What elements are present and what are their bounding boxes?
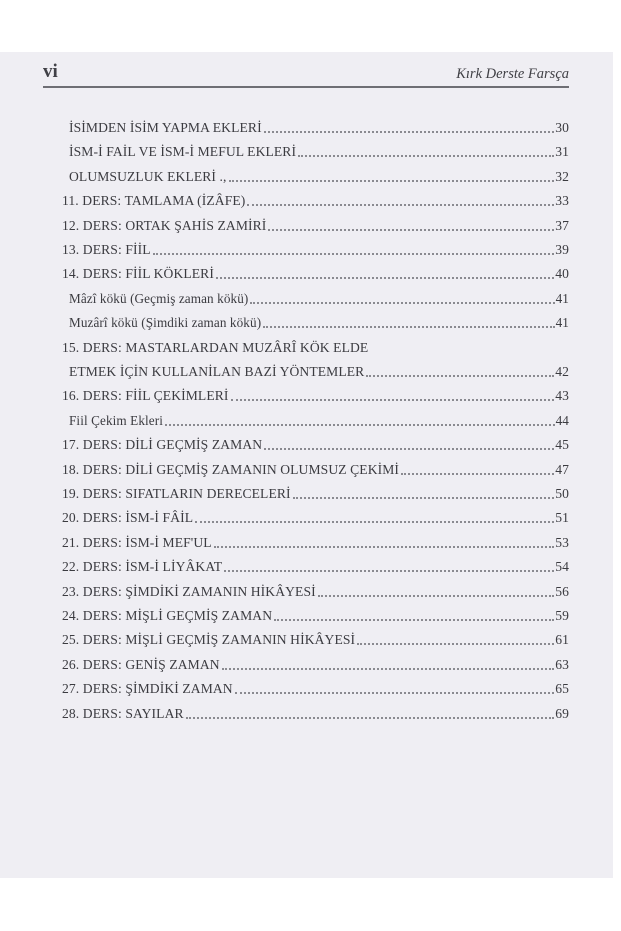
dot-leader [224, 570, 554, 572]
toc-entry-title: 20. DERS: İSM-İ FÂİL [62, 510, 194, 526]
book-title: Kırk Derste Farsça [456, 66, 569, 82]
dot-leader [318, 595, 554, 597]
toc-entry-title: 19. DERS: SIFATLARIN DERECELERİ [62, 486, 291, 501]
toc-entry [62, 383, 569, 405]
toc-entry [62, 554, 569, 576]
toc-entry-title: 27. DERS: ŞİMDİKİ ZAMAN [62, 681, 233, 697]
dot-leader [186, 717, 555, 719]
toc-subentry [69, 286, 569, 308]
toc-entry-page: 54 [555, 559, 569, 575]
toc-entry-title: 17. DERS: DİLİ GEÇMİŞ ZAMAN [62, 437, 263, 453]
toc-entry-title: Mâzî kökü (Geçmiş zaman kökü) [69, 290, 249, 306]
dot-leader [229, 180, 555, 182]
toc-entry-page: 32 [555, 168, 569, 184]
dot-leader [263, 326, 554, 328]
toc-entry [69, 164, 569, 186]
toc-entry [62, 676, 569, 698]
toc-entry-title: ETMEK İÇİN KULLANİLAN BAZİ YÖNTEMLER [69, 364, 365, 379]
dot-leader [264, 131, 555, 133]
toc-entry [62, 652, 569, 674]
toc-entry-title: 16. DERS: FİİL ÇEKİMLERİ [62, 388, 229, 404]
toc-entry-title: 26. DERS: GENİŞ ZAMAN [62, 656, 220, 672]
dot-leader [357, 643, 554, 645]
dot-leader [195, 521, 554, 523]
dot-leader [366, 375, 554, 377]
dot-leader [401, 473, 554, 475]
toc-entry [62, 701, 569, 723]
toc-entry-title: 18. DERS: DİLİ GEÇMİŞ ZAMANIN OLUMSUZ ÇEKİMİ [62, 461, 400, 477]
dot-leader [264, 448, 554, 450]
dot-leader [231, 399, 555, 401]
toc-entry-page: 39 [555, 242, 569, 257]
toc-entry-page: 59 [555, 608, 569, 623]
toc-entry-title: İSM-İ FAİL VE İSM-İ MEFUL EKLERİ [69, 144, 297, 160]
toc-entry-page: 65 [555, 681, 569, 697]
dot-leader [235, 692, 554, 694]
toc-entry [62, 213, 569, 235]
toc-entry-page: 41 [555, 290, 569, 306]
toc-entry [69, 115, 569, 137]
toc-entry-page: 51 [555, 510, 569, 526]
toc-entry-title: 24. DERS: MİŞLİ GEÇMİŞ ZAMAN [62, 608, 273, 623]
dot-leader [247, 204, 554, 206]
toc-entry-page: 47 [555, 461, 569, 477]
toc-entry-title: 15. DERS: MASTARLARDAN MUZÂRÎ KÖK ELDE [62, 339, 369, 355]
toc-subentry [69, 310, 569, 332]
toc-entry [62, 627, 569, 649]
dot-leader [274, 619, 554, 621]
toc-entry-title: 23. DERS: ŞİMDİKİ ZAMANIN HİKÂYESİ [62, 583, 316, 599]
dot-leader [298, 155, 554, 157]
book-page [0, 52, 613, 878]
toc-entry-page: 61 [555, 632, 569, 648]
toc-entry-page: 40 [555, 266, 569, 282]
toc-entry [62, 505, 569, 527]
toc-entry-page: 42 [555, 364, 569, 379]
running-head [43, 60, 569, 88]
toc-entry [62, 188, 569, 210]
toc-entry-page: 31 [555, 144, 569, 160]
toc-entry-page: 50 [555, 486, 569, 501]
toc-entry-page: 69 [555, 705, 569, 721]
dot-leader [250, 302, 554, 304]
toc-entry-title: OLUMSUZLUK EKLERİ ., [69, 168, 227, 184]
toc-entry-title: Fiil Çekim Ekleri [69, 412, 164, 428]
toc-entry-page: 45 [555, 437, 569, 453]
toc-entry [62, 603, 569, 625]
toc-entry-title: Muzârî kökü (Şimdiki zaman kökü) [69, 315, 262, 331]
toc-entry-page: 53 [555, 534, 569, 550]
toc-entry-page: 43 [555, 388, 569, 404]
toc-entry-page: 30 [555, 120, 569, 135]
toc-entry-title: 11. DERS: TAMLAMA (İZÂFE) [62, 193, 246, 209]
dot-leader [268, 229, 554, 231]
toc-entry-title: 28. DERS: SAYILAR [62, 705, 184, 721]
dot-leader [165, 424, 555, 426]
toc-entry-page: 33 [555, 193, 569, 209]
toc-entry [62, 579, 569, 601]
toc-entry-title: 12. DERS: ORTAK ŞAHİS ZAMİRİ [62, 217, 267, 233]
toc-entry [62, 530, 569, 552]
toc-subentry [69, 408, 569, 430]
toc-entry-page: 56 [555, 583, 569, 599]
toc-entry-page: 37 [555, 217, 569, 233]
page-number-roman: vi [43, 61, 58, 82]
toc-entry-title: İSİMDEN İSİM YAPMA EKLERİ [69, 120, 262, 135]
toc-entry-title: 21. DERS: İSM-İ MEF'UL [62, 534, 212, 550]
toc-entry-page: 41 [555, 315, 569, 331]
dot-leader [153, 253, 555, 255]
toc-entry [62, 457, 569, 479]
toc-entry-page: 44 [555, 412, 569, 428]
toc-entry-title: 22. DERS: İSM-İ LİYÂKAT [62, 559, 223, 575]
dot-leader [216, 277, 554, 279]
toc-entry [62, 335, 569, 357]
toc-entry-title: 25. DERS: MİŞLİ GEÇMİŞ ZAMANIN HİKÂYESİ [62, 632, 356, 648]
toc-entry [62, 261, 569, 283]
toc-entry [62, 481, 569, 503]
toc-entry [69, 139, 569, 161]
toc-entry-title: 13. DERS: FİİL [62, 242, 151, 257]
toc-entry [62, 237, 569, 259]
dot-leader [293, 497, 555, 499]
toc-entry [62, 432, 569, 454]
toc-entry-title: 14. DERS: FİİL KÖKLERİ [62, 266, 214, 282]
dot-leader [222, 668, 555, 670]
toc-entry-page: 63 [555, 656, 569, 672]
toc-entry-continuation [69, 359, 569, 381]
dot-leader [214, 546, 555, 548]
